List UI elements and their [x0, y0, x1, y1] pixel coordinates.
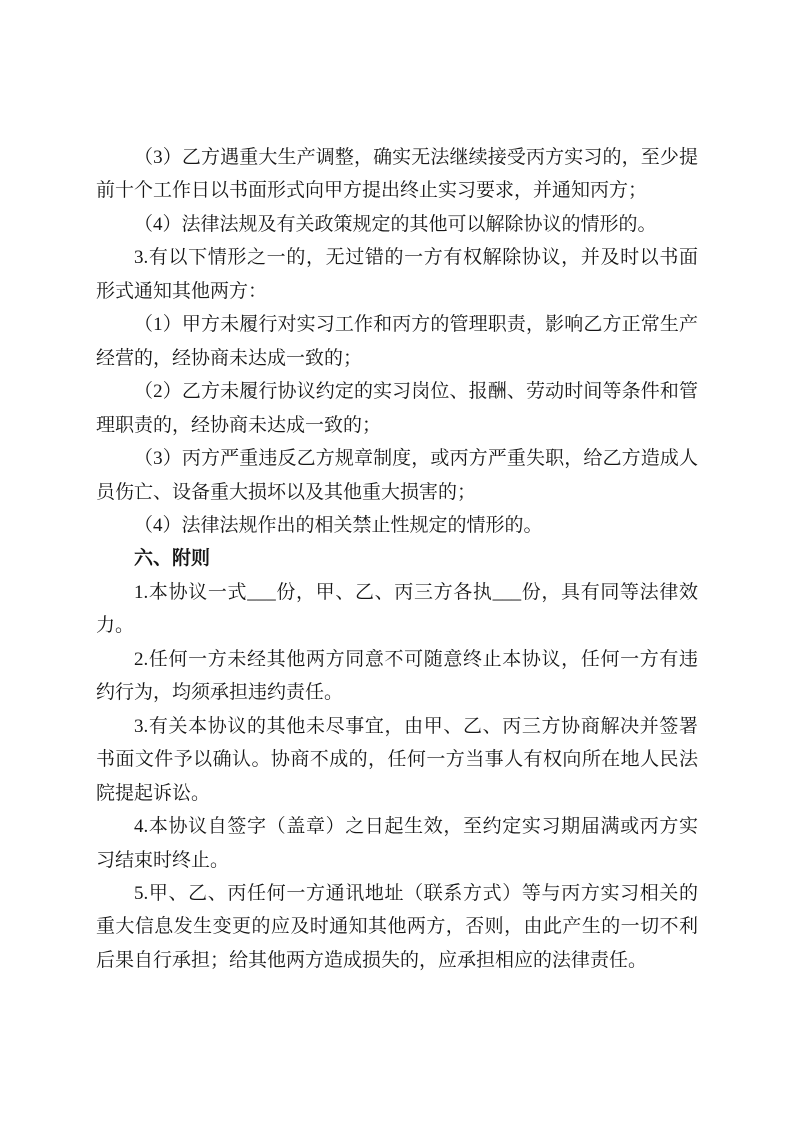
- annex-item-5-contact-change-notice: 5.甲、乙、丙任何一方通讯地址（联系方式）等与丙方实习相关的重大信息发生变更的应及时通知其他两方，否则，由此产生的一切不利后果自行承担；给其他两方造成损失的，应承担相应的法律责任。: [96, 882, 698, 971]
- clause-rescind-item-1: （1）甲方未履行对实习工作和丙方的管理职责，影响乙方正常生产经营的，经协商未达成一致的；: [96, 314, 698, 369]
- clause-rescind-item-2: （2）乙方未履行协议约定的实习岗位、报酬、劳动时间等条件和管理职责的，经协商未达成一致的；: [96, 381, 698, 436]
- clause-termination-item-3: （3）乙方遇重大生产调整，确实无法继续接受丙方实习的，至少提前十个工作日以书面形式向甲方提出终止实习要求，并通知丙方；: [96, 147, 698, 202]
- clause-rescind-item-4: （4）法律法规作出的相关禁止性规定的情形的。: [134, 514, 543, 536]
- document-body: [96, 141, 698, 977]
- annex-item-2-no-unilateral-termination: 2.任何一方未经其他两方同意不可随意终止本协议，任何一方有违约行为，均须承担违约责任。: [96, 648, 698, 704]
- annex-item-3-dispute-resolution: 3.有关本协议的其他未尽事宜，由甲、乙、丙三方协商解决并签署书面文件予以确认。协商不成的，任何一方当事人有权向所在地人民法院提起诉讼。: [96, 715, 698, 804]
- section-heading-annex: 六、附则: [134, 548, 211, 570]
- clause-no-fault-rescind-intro: 3.有以下情形之一的，无过错的一方有权解除协议，并及时以书面形式通知其他两方：: [96, 247, 698, 302]
- annex-item-4-effective-date: 4.本协议自签字（盖章）之日起生效，至约定实习期届满或丙方实习结束时终止。: [96, 816, 698, 871]
- clause-rescind-item-3: （3）丙方严重违反乙方规章制度，或丙方严重失职，给乙方造成人员伤亡、设备重大损坏以及其他重大损害的；: [96, 448, 698, 503]
- clause-termination-item-4: （4）法律法规及有关政策规定的其他可以解除协议的情形的。: [134, 213, 657, 235]
- annex-item-1-copies: 1.本协议一式___份，甲、乙、丙三方各执___份，具有同等法律效力。: [96, 581, 698, 637]
